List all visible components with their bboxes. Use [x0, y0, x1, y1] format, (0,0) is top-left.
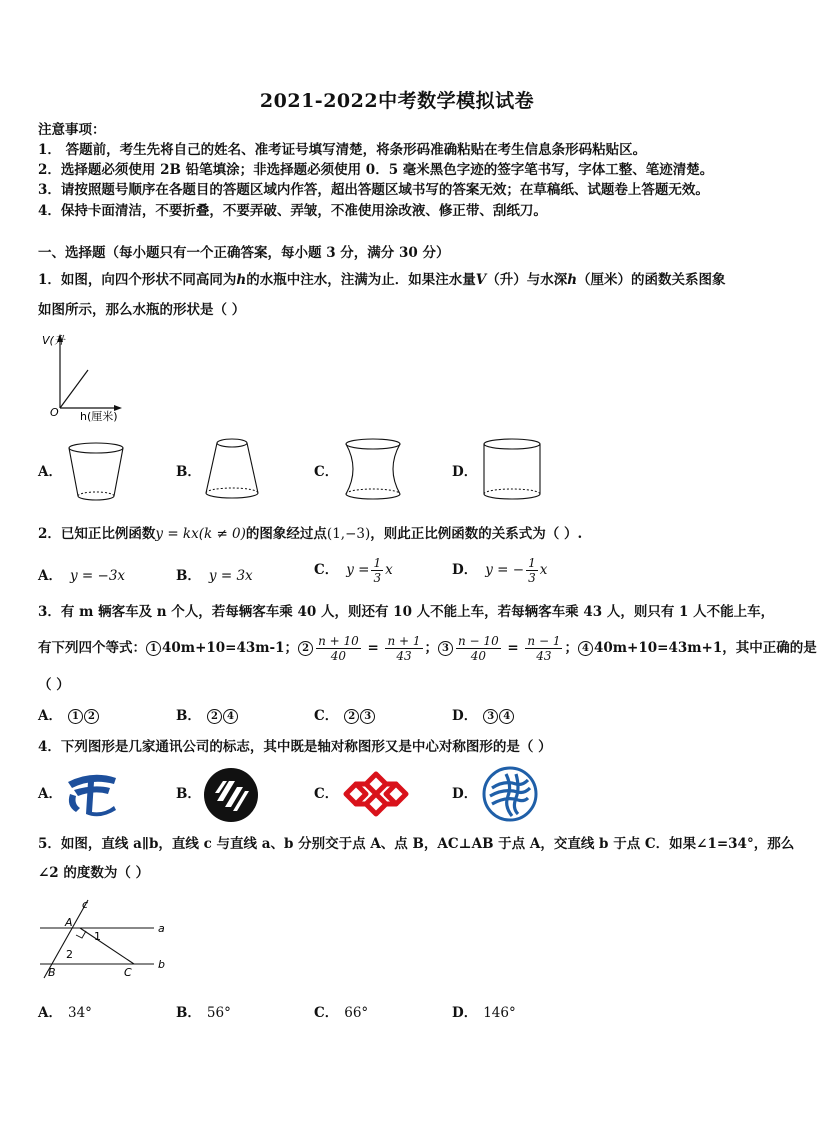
q2-stem: 2．已知正比例函数y = kx(k ≠ 0)的图象经过点(1,−3)，则此正比例函数的关系式为（ ）. [38, 526, 583, 542]
q3-stem-line2: 有下列四个等式： 1 40m+10=43m-1； 2 $\frac{n + 10}{40}$ = $\frac{n + 1}{43}$ ； 3 $\frac{n - 10}{40}$ = $\frac{n - 1}{43}$ ； 4 40m+10=43m+1，其中正确的是 [38, 634, 817, 663]
q5-stem-line2: ∠2 的度数为（ ） [38, 865, 150, 881]
q5-line-b: b [158, 958, 165, 971]
q1-option-b[interactable]: B． [176, 464, 201, 480]
telecom-logo-icon [64, 768, 120, 818]
mobile-network-logo-icon [203, 767, 259, 823]
notice-heading: 注意事项： [38, 122, 106, 138]
q3-option-d[interactable]: D． 3 4 [452, 706, 515, 726]
q2-function: y = kx(k ≠ 0) [155, 526, 246, 542]
q1-graph-ylabel: V(升 [42, 334, 65, 347]
q5-angle-1: 1 [94, 930, 101, 943]
q1-stem-line1: 1．如图，向四个形状不同高同为h的水瓶中注水，注满为止．如果注水量V（升）与水深h（厘米）的函数关系图象 [38, 272, 726, 288]
q4-option-c[interactable]: C． [314, 786, 339, 802]
q1-graph [38, 330, 148, 425]
q5-line-c: c [82, 898, 89, 911]
q4-option-a[interactable]: A． [38, 786, 62, 802]
q4-option-b[interactable]: B． [176, 786, 201, 802]
q2-option-c[interactable]: C． y = $\frac{1}{3}$ x [314, 556, 393, 585]
q4-stem: 4．下列图形是几家通讯公司的标志，其中既是轴对称图形又是中心对称图形的是（ ） [38, 739, 552, 755]
q1-bottle-a-icon [64, 440, 128, 504]
q1-bottle-c-icon [342, 436, 404, 504]
q1-bottle-d-icon [480, 436, 544, 504]
q1-var-h: h [236, 272, 247, 288]
q3-stem-line1: 3．有 m 辆客车及 n 个人，若每辆客车乘 40 人，则还有 10 人不能上车，若每辆客车乘 43 人，则只有 1 人不能上车， [38, 604, 775, 620]
q3-option-a[interactable]: A． 1 2 [38, 706, 100, 726]
q5-point-c: C [124, 966, 132, 979]
q1-var-h2: h [567, 272, 578, 288]
notice-item-1: 1． 答题前，考生先将自己的姓名、准考证号填写清楚，将条形码准确粘贴在考生信息条形码粘贴区。 [38, 142, 647, 158]
section-heading: 一、选择题（每小题只有一个正确答案，每小题 3 分，满分 30 分） [38, 245, 450, 261]
q2-option-b[interactable]: B． y = 3x [176, 568, 253, 584]
q1-var-v: V [475, 272, 487, 288]
q1-graph-origin: O [50, 406, 59, 419]
q3-option-b[interactable]: B． 2 4 [176, 706, 239, 726]
q1-graph-xlabel: h(厘米) [80, 410, 118, 423]
q5-option-b[interactable]: B． 56° [176, 1005, 231, 1021]
q5-stem-line1: 5．如图，直线 a∥b，直线 c 与直线 a、b 分别交于点 A、点 B，AC⊥AB 于点 A，交直线 b 于点 C．如果∠1=34°，那么 [38, 836, 795, 852]
q5-line-a: a [158, 922, 165, 935]
china-mobile-logo-icon [482, 766, 538, 822]
notice-item-3: 3．请按照题号顺序在各题目的答题区域内作答，超出答题区域书写的答案无效；在草稿纸、试题卷上答题无效。 [38, 182, 709, 198]
q5-point-b: B [48, 966, 56, 979]
q1-bottle-b-icon [202, 436, 262, 504]
q5-option-a[interactable]: A． 34° [38, 1005, 92, 1021]
q5-option-c[interactable]: C． 66° [314, 1005, 369, 1021]
q5-option-d[interactable]: D． 146° [452, 1005, 516, 1021]
unicom-knot-logo-icon [342, 770, 410, 818]
q2-option-d[interactable]: D． y = − $\frac{1}{3}$ x [452, 556, 548, 585]
q1-option-c[interactable]: C． [314, 464, 339, 480]
q2-point: (1,−3) [326, 526, 371, 542]
q4-option-d[interactable]: D． [452, 786, 478, 802]
q5-geometry-figure [36, 894, 176, 980]
q5-point-a: A [65, 916, 73, 929]
notice-item-4: 4．保持卡面清洁，不要折叠，不要弄破、弄皱，不准使用涂改液、修正带、刮纸刀。 [38, 203, 547, 219]
page-title: 2021-2022中考数学模拟试卷 [259, 90, 535, 112]
q1-stem-line2: 如图所示，那么水瓶的形状是（ ） [38, 302, 246, 318]
q5-angle-2: 2 [66, 948, 73, 961]
notice-item-2: 2．选择题必须使用 2B 铅笔填涂；非选择题必须使用 0．5 毫米黑色字迹的签字笔书写，字体工整、笔迹清楚。 [38, 162, 714, 178]
q3-stem-line3: （ ） [38, 677, 70, 693]
q1-option-a[interactable]: A． [38, 464, 62, 480]
q1-option-d[interactable]: D． [452, 464, 478, 480]
q2-option-a[interactable]: A． y = −3x [38, 568, 126, 584]
q3-option-c[interactable]: C． 2 3 [314, 706, 376, 726]
